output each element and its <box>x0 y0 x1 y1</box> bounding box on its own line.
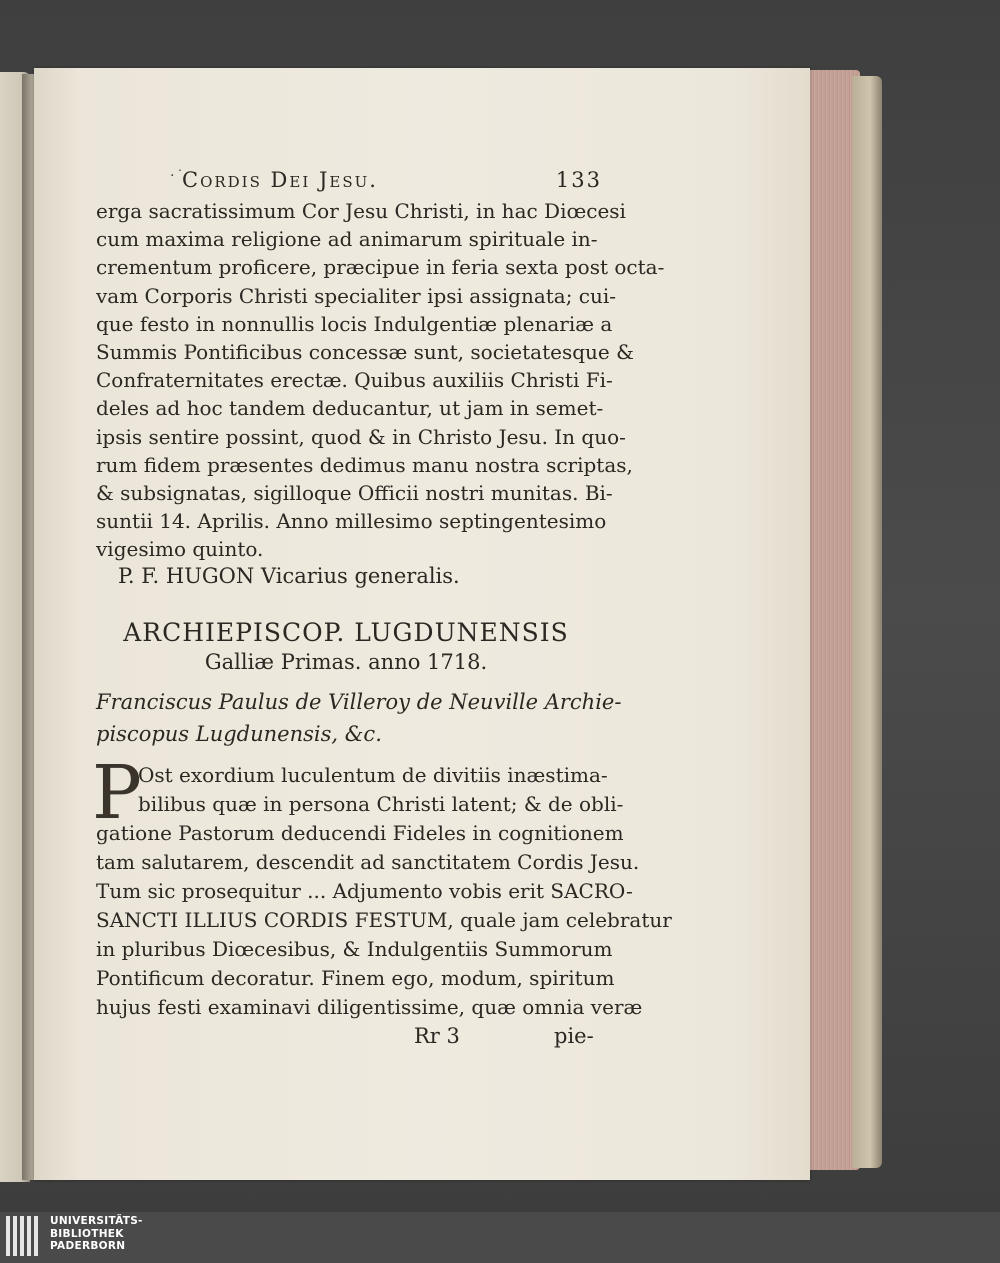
text-line: in pluribus Diœcesibus, & Indulgentiis Summorum <box>96 937 613 961</box>
running-head-mark: ·˙ <box>170 168 186 184</box>
text-line: Ost exordium luculentum de divitiis inæstima- <box>138 763 608 787</box>
library-logo-icon <box>6 1216 42 1256</box>
text-line: & subsignatas, sigilloque Officii nostri munitas. Bi- <box>96 481 613 505</box>
page-number: 133 <box>555 168 602 192</box>
text-line: crementum proficere, præcipue in feria sexta post octa- <box>96 255 665 280</box>
text-line: Summis Pontificibus concessæ sunt, societatesque & <box>96 340 634 364</box>
signature-line: P. F. HUGON Vicarius generalis. <box>118 564 460 588</box>
text-line: vam Corporis Christi specialiter ipsi assignata; cui- <box>96 283 617 308</box>
signature-mark: Rr 3 <box>414 1024 460 1048</box>
text-line: ipsis sentire possint, quod & in Christo Jesu. In quo- <box>96 424 626 449</box>
text-line: cum maxima religione ad animarum spirituale in- <box>96 227 598 252</box>
text-line: erga sacratissimum Cor Jesu Christi, in hac Diœcesi <box>96 199 626 223</box>
library-name-line: UNIVERSITÄTS- <box>50 1215 143 1227</box>
italic-line: piscopus Lugdunensis, &c. <box>96 722 382 746</box>
text-line: Tum sic prosequitur ... Adjumento vobis erit SACRO- <box>96 879 633 903</box>
library-name-line: PADERBORN <box>50 1240 126 1252</box>
text-line: rum fidem præsentes dedimus manu nostra scriptas, <box>96 452 633 477</box>
drop-cap: P <box>92 750 142 836</box>
running-head-title: Cordis Dei Jesu. <box>182 168 378 192</box>
text-line: gatione Pastorum deducendi Fideles in cognitionem <box>96 821 624 845</box>
italic-line: Franciscus Paulus de Villeroy de Neuville Archie- <box>96 690 622 714</box>
catchword: pie- <box>554 1024 594 1048</box>
text-line: vigesimo quinto. <box>96 537 264 562</box>
text-line: hujus festi examinavi diligentissime, quæ omnia veræ <box>96 995 643 1019</box>
text-line: que festo in nonnullis locis Indulgentiæ plenariæ a <box>96 311 613 336</box>
text-line: Pontificum decoratur. Finem ego, modum, spiritum <box>96 966 615 990</box>
footer-bar <box>0 1212 1000 1263</box>
text-line: tam salutarem, descendit ad sanctitatem Cordis Jesu. <box>96 850 640 874</box>
text-line: deles ad hoc tandem deducantur, ut jam in semet- <box>96 396 604 421</box>
library-logo-text <box>50 1215 143 1253</box>
text-line: SANCTI ILLIUS CORDIS FESTUM, quale jam celebratur <box>96 908 672 932</box>
text-line: bilibus quæ in persona Christi latent; & de obli- <box>138 792 624 816</box>
book-cover-edge <box>852 76 882 1168</box>
text-line: suntii 14. Aprilis. Anno millesimo septingentesimo <box>96 509 607 534</box>
library-name-line: BIBLIOTHEK <box>50 1227 124 1240</box>
section-subheading: Galliæ Primas. anno 1718. <box>204 650 488 674</box>
text-line: Confraternitates erectæ. Quibus auxiliis Christi Fi- <box>96 368 613 393</box>
section-heading: ARCHIEPISCOP. LUGDUNENSIS <box>123 618 569 647</box>
